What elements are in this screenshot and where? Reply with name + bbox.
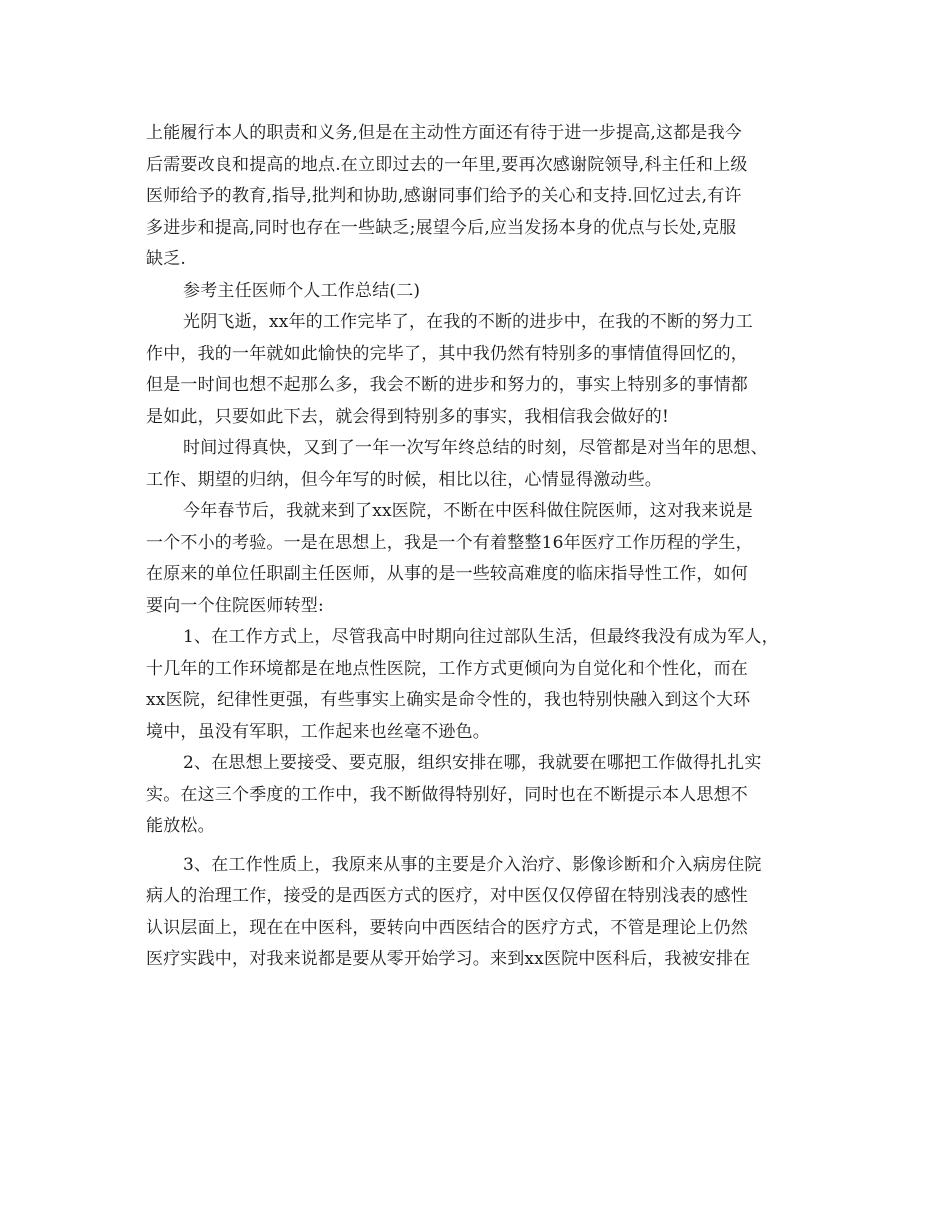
- text-line: 是如此，只要如此下去，就会得到特别多的事实，我相信我会做好的!: [146, 406, 670, 427]
- text-line: 能放松。: [146, 816, 215, 836]
- text-line: 认识层面上，现在在中医科，要转向中西医结合的医疗方式，不管是理论上仍然: [146, 917, 748, 938]
- text-line: 境中，虽没有军职，工作起来也丝毫不逊色。: [146, 721, 490, 742]
- text-line: 但是一时间也想不起那么多，我会不断的进步和努力的，事实上特别多的事情都: [146, 375, 748, 395]
- text-line: 工作、期望的归纳，但今年写的时候，相比以往，心情显得激动些。: [146, 469, 662, 490]
- text-line: xx医院，纪律性更强，有些事实上确实是命令性的，我也特别快融入到这个大环: [146, 690, 751, 710]
- document-body: [146, 118, 816, 976]
- text-line: 光阴飞逝，xx年的工作完毕了，在我的不断的进步中，在我的不断的努力工: [183, 312, 753, 332]
- text-line: 十几年的工作环境都是在地点性医院，工作方式更倾向为自觉化和个性化，而在: [146, 658, 748, 679]
- text-line: 在原来的单位任职副主任医师，从事的是一些较高难度的临床指导性工作，如何: [146, 564, 748, 584]
- text-line: 上能履行本人的职责和义务,但是在主动性方面还有待于进一步提高,这都是我今: [146, 123, 743, 143]
- text-line: 要向一个住院医师转型:: [146, 595, 324, 616]
- text-line: 病人的治理工作，接受的是西医方式的医疗，对中医仅仅停留在特别浅表的感性: [146, 886, 748, 906]
- text-line: 时间过得真快，又到了一年一次写年终总结的时刻，尽管都是对当年的思想、: [183, 438, 768, 458]
- text-line: 后需要改良和提高的地点.在立即过去的一年里,要再次感谢院领导,科主任和上级: [146, 154, 748, 175]
- list-item-2: 2、在思想上要接受、要克服，组织安排在哪，我就要在哪把工作做得扎扎实: [183, 753, 762, 773]
- list-item-1: 1、在工作方式上，尽管我高中时期向往过部队生活，但最终我没有成为军人，: [183, 627, 779, 647]
- list-item-3: 3、在工作性质上，我原来从事的主要是介入治疗、影像诊断和介入病房住院: [183, 854, 762, 875]
- text-line: 医师给予的教育,指导,批判和协助,感谢同事们给予的关心和支持.回忆过去,有许: [146, 186, 742, 206]
- text-line: 作中，我的一年就如此愉快的完毕了，其中我仍然有特别多的事情值得回忆的，: [146, 343, 748, 364]
- text-line: 一个不小的考验。一是在思想上，我是一个有着整整16年医疗工作历程的学生，: [146, 532, 753, 553]
- text-line: 多进步和提高,同时也存在一些缺乏;展望今后,应当发扬本身的优点与长处,克服: [146, 217, 737, 238]
- text-line: 今年春节后，我就来到了xx医院，不断在中医科做住院医师，这对我来说是: [183, 501, 753, 521]
- text-line: 缺乏.: [146, 249, 187, 269]
- text-line: 实。在这三个季度的工作中，我不断做得特别好，同时也在不断提示本人思想不: [146, 784, 748, 805]
- section-title: 参考主任医师个人工作总结(二): [183, 280, 421, 301]
- text-line: 医疗实践中，对我来说都是要从零开始学习。来到xx医院中医科后，我被安排在: [146, 949, 751, 969]
